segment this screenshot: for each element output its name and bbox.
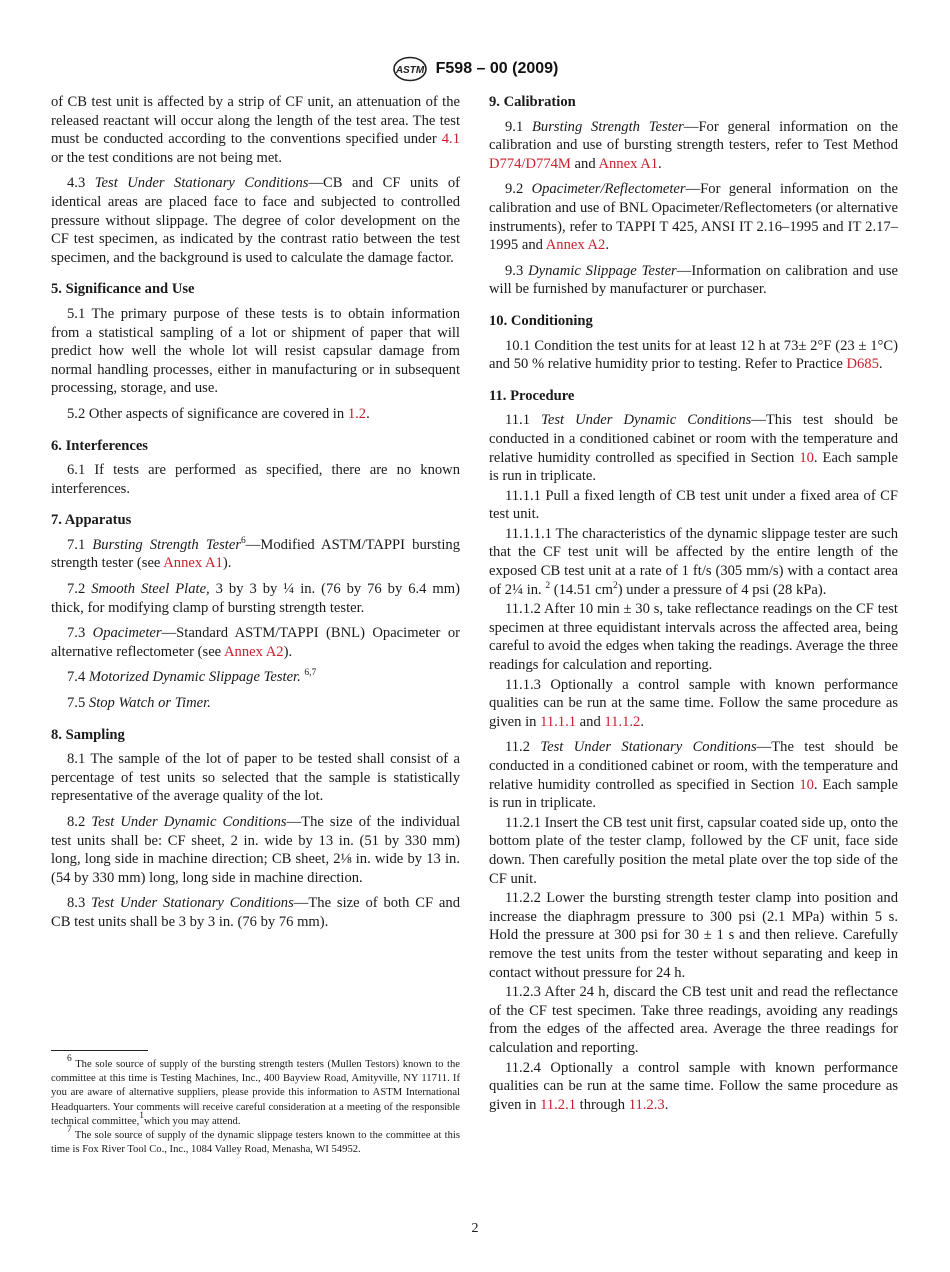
paragraph-11-2-3: 11.2.3 After 24 h, discard the CB test unit and read the reflectance of the CF test specimen. Take three readings, avoiding any readings from the edges of the affected area. Average the three readings for calculation and reporting. [489, 984, 898, 1056]
paragraph-9-3: 9.3 Dynamic Slippage Tester—Information on calibration and use will be furnished by manufacturer or purchaser. [489, 262, 898, 298]
paragraph-7-3: 7.3 Opacimeter—Standard ASTM/TAPPI (BNL) Opacimeter or alternative reflectometer (see Annex A2). [51, 625, 460, 660]
paragraph-6-1: 6.1 If tests are performed as specified, there are no known interferences. [51, 462, 460, 497]
link-11-2-3[interactable]: 11.2.3 [628, 1096, 665, 1113]
heading-section-10: 10. Conditioning [489, 312, 593, 329]
heading-section-9: 9. Calibration [489, 94, 576, 110]
paragraph-11-2-1: 11.2.1 Insert the CB test unit first, capsular coated side up, onto the bottom plate of the tester clamp, followed by the CF unit, face side down. Then carefully position the metal plate over the top side of the CF unit. [489, 814, 898, 887]
link-d685[interactable]: D685 [846, 356, 879, 373]
footnote-6: $^6$ The sole source of supply of the bursting strength testers (Mullen Testors) known to the committee at this time is Testing Machines, Inc., 400 Bayview Road, Amityville, NY 11711. If you are aware of alternative suppliers, please provide this information to ASTM International Headquarters. Your comments will receive careful consideration at a meeting of the responsible technical committee,$^1$which you may attend. [51, 1054, 460, 1127]
link-annex-a2[interactable]: Annex A2 [545, 237, 606, 254]
footnote-divider [51, 1050, 148, 1051]
link-11-1-2[interactable]: 11.1.2 [604, 713, 641, 730]
link-annex-a1[interactable]: Annex A1 [163, 555, 223, 572]
paragraph-10-1: 10.1 Condition the test units for at least 12 h at 73± 2°F (23 ± 1°C) and 50 % relative humidity prior to testing. Refer to Practice D685. [489, 337, 898, 373]
paragraph-7-4: 7.4 Motorized Dynamic Slippage Tester. $^{6,7}$ [67, 668, 317, 686]
right-column [489, 93, 898, 1115]
paragraph-5-1: 5.1 The primary purpose of these tests is to obtain information from a statistical sampling of a lot or shipment of paper that will predict how well the whole lot will resist capsular damage from normal handling processes, either in manufacturing or in subsequent processing, storage, and use. [51, 305, 460, 397]
svg-text:ASTM: ASTM [395, 65, 424, 76]
footnote-7: $^7$ The sole source of supply of the dynamic slippage testers known to the committee at this time is Fox River Tool Co., Inc., 1084 Valley Road, Menasha, WI 54952. [51, 1125, 460, 1156]
heading-section-11: 11. Procedure [489, 387, 575, 404]
paragraph-11-1-1-1: 11.1.1.1 The characteristics of the dynamic slippage tester are such that the CF test unit will be affected by the entire length of the exposed CB test unit at a rate of 1 ft/s (305 mm/s) with a contact area of 2¼ in. $^2$ (14.51 $cm^2$) under a pressure of 4 psi (28 kPa). [489, 525, 898, 598]
paragraph-5-2: 5.2 Other aspects of significance are covered in 1.2. [67, 405, 370, 422]
paragraph-9-1: 9.1 Bursting Strength Tester—For general information on the calibration and use of bursting strength testers, refer to Test Method D774/D774M and Annex A1. [489, 118, 898, 172]
footnote-ref-6-7[interactable]: 6,7 [304, 668, 317, 679]
paragraph-4-3: 4.3 Test Under Stationary Conditions—CB and CF units of identical areas are placed face to face and subjected to controlled pressure without slippage. The degree of color development on the CF test specimen, as indicated by the contrast ratio between the test specimen, and the background is used to calculate the damage factor. [51, 175, 461, 266]
footnote-ref-6[interactable]: 6 [241, 535, 246, 546]
paragraph-7-1: 7.1 Bursting Strength Tester$^6$—Modified ASTM/TAPPI bursting strength tester (see Annex A1). [51, 535, 460, 572]
astm-logo-icon [392, 56, 428, 82]
left-column [51, 93, 460, 939]
heading-section-8: 8. Sampling [51, 726, 125, 743]
paragraph-11-1-2: 11.1.2 After 10 min ± 30 s, take reflectance readings on the CF test specimen at three equidistant intervals across the affected area, being careful to avoid the edges when taking the readings. Average the three readings for calculation and reporting. [489, 601, 899, 674]
link-11-2-1[interactable]: 11.2.1 [540, 1096, 577, 1113]
paragraph-11-1-1: 11.1.1 Pull a fixed length of CB test unit under a fixed area of CF test unit. [489, 487, 898, 523]
link-annex-a2[interactable]: Annex A2 [224, 643, 284, 660]
page-header [0, 56, 950, 82]
paragraph-8-2: 8.2 Test Under Dynamic Conditions—The size of the individual test units shall be: CF sheet, 2 in. wide by 13 in. (51 by 330 mm) long, long side in machine direction; CB sheet, 2⅛ in. wide by 13 in. (54 by 330 mm) long, long side in machine direction. [51, 814, 461, 886]
heading-section-7: 7. Apparatus [51, 512, 132, 529]
paragraph-11-2: 11.2 Test Under Stationary Conditions—The test should be conducted in a conditioned cabinet or room, with the temperature and relative humidity controlled as specified in Section 10. Each sample is run in triplicate. [489, 739, 898, 812]
paragraph-8-3: 8.3 Test Under Stationary Conditions—The size of both CF and CB test units shall be 3 by 3 in. (76 by 76 mm). [51, 895, 460, 930]
paragraph-11-1-3: 11.1.3 Optionally a control sample with known performance qualities can be run at the same time. Follow the same procedure as given in 11.1.1 and 11.1.2. [489, 676, 898, 730]
heading-section-6: 6. Interferences [51, 437, 148, 454]
link-annex-a1[interactable]: Annex A1 [598, 155, 659, 172]
paragraph-continued: of CB test unit is affected by a strip of CF unit, an attenuation of the released reactant will occur along the length of the test area. The test must be conducted according to the conventions specified under 4.1 or the test conditions are not being met. [51, 94, 460, 166]
link-section-10[interactable]: 10 [799, 776, 814, 793]
link-1-2[interactable]: 1.2 [347, 405, 367, 422]
paragraph-7-5: 7.5 Stop Watch or Timer. [67, 695, 211, 712]
document-id: F598 – 00 (2009) [435, 60, 559, 77]
paragraph-11-2-4: 11.2.4 Optionally a control sample with known performance qualities can be run at the same time. Follow the same procedure as given in 11.2.1 through 11.2.3. [489, 1059, 898, 1113]
footnotes [51, 1054, 460, 1157]
link-section-10[interactable]: 10 [799, 449, 814, 466]
heading-section-5: 5. Significance and Use [51, 281, 195, 298]
paragraph-9-2: 9.2 Opacimeter/Reflectometer—For general information on the calibration and use of BNL Opacimeter/Reflectometers (or alternative instruments), refer to TAPPI T 425, ANSI IT 2.16–1995 and IT 2.17–1995 and Annex A2. [489, 181, 898, 254]
page-number: 2 [471, 1221, 479, 1236]
paragraph-8-1: 8.1 The sample of the lot of paper to be tested shall consist of a percentage of test units so selected that the sample is statistically representative of the average quality of the lot. [51, 751, 460, 805]
link-d774[interactable]: D774/D774M [489, 155, 571, 172]
link-11-1-1[interactable]: 11.1.1 [540, 713, 577, 730]
paragraph-11-1: 11.1 Test Under Dynamic Conditions—This test should be conducted in a conditioned cabinet or room with the temperature and relative humidity controlled as specified in Section 10. Each sample is run in triplicate. [489, 412, 898, 485]
paragraph-7-2: 7.2 Smooth Steel Plate, 3 by 3 by ¼ in. (76 by 76 by 6.4 mm) thick, for modifying clamp of bursting strength tester. [51, 581, 460, 616]
link-4-1[interactable]: 4.1 [441, 131, 460, 148]
paragraph-11-2-2: 11.2.2 Lower the bursting strength tester clamp into position and increase the diaphragm pressure to 300 psi (2.1 MPa) within 5 s. Hold the pressure at 300 psi for 30 ± 1 s and then relieve. Carefully remove the test units from the tester without separating and keep in contact without pressure for 24 h. [489, 890, 898, 981]
